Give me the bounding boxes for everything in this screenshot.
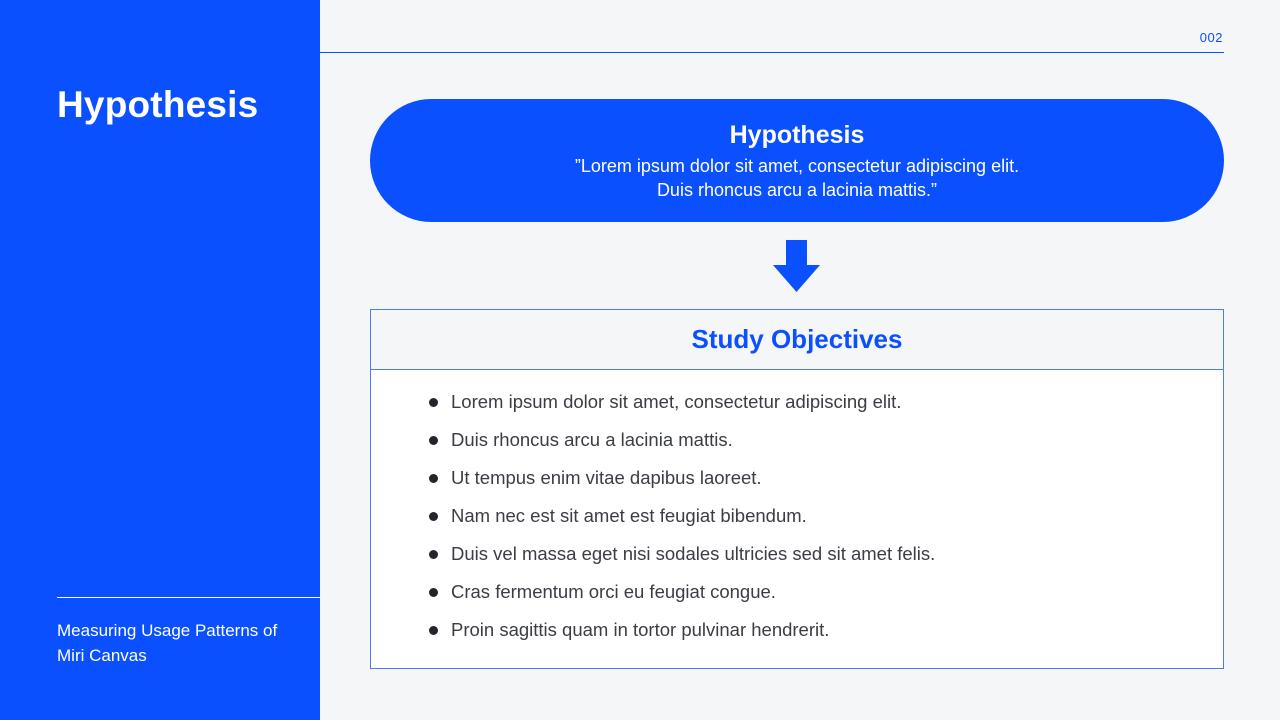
sidebar [0, 0, 320, 720]
objectives-header [371, 310, 1223, 370]
presentation-subtitle [57, 618, 307, 668]
bullet-dot-icon [429, 626, 438, 635]
hypothesis-quote: ”Lorem ipsum dolor sit amet, consectetur adipiscing elit. Duis rhoncus arcu a lacinia mattis.” [574, 155, 1020, 200]
objectives-title: Study Objectives [691, 324, 903, 354]
top-rule [320, 52, 1224, 53]
list-item [429, 577, 1223, 615]
list-item-text: Nam nec est sit amet est feugiat bibendum. [451, 505, 807, 526]
bullet-dot-icon [429, 474, 438, 483]
list-item [429, 387, 1223, 425]
list-item [429, 501, 1223, 539]
arrow-down-icon [773, 240, 820, 292]
objectives-list [371, 370, 1223, 653]
list-item-text: Duis vel massa eget nisi sodales ultricies sed sit amet felis. [451, 543, 936, 564]
presentation-subtitle-text: Measuring Usage Patterns of Miri Canvas [57, 621, 278, 665]
sidebar-divider [57, 597, 320, 598]
bullet-dot-icon [429, 588, 438, 597]
list-item [429, 539, 1223, 577]
objectives-card [370, 309, 1224, 669]
list-item-text: Lorem ipsum dolor sit amet, consectetur adipiscing elit. [451, 391, 902, 412]
sidebar-title: Hypothesis [57, 84, 259, 125]
bullet-dot-icon [429, 550, 438, 559]
bullet-dot-icon [429, 512, 438, 521]
list-item [429, 425, 1223, 463]
list-item [429, 615, 1223, 653]
list-item-text: Duis rhoncus arcu a lacinia mattis. [451, 429, 733, 450]
bullet-dot-icon [429, 398, 438, 407]
page-number: 002 [1199, 30, 1223, 45]
list-item-text: Ut tempus enim vitae dapibus laoreet. [451, 467, 762, 488]
list-item-text: Proin sagittis quam in tortor pulvinar hendrerit. [451, 619, 830, 640]
list-item [429, 463, 1223, 501]
hypothesis-title: Hypothesis [729, 120, 865, 149]
hypothesis-callout [370, 99, 1224, 222]
list-item-text: Cras fermentum orci eu feugiat congue. [451, 581, 776, 602]
bullet-dot-icon [429, 436, 438, 445]
